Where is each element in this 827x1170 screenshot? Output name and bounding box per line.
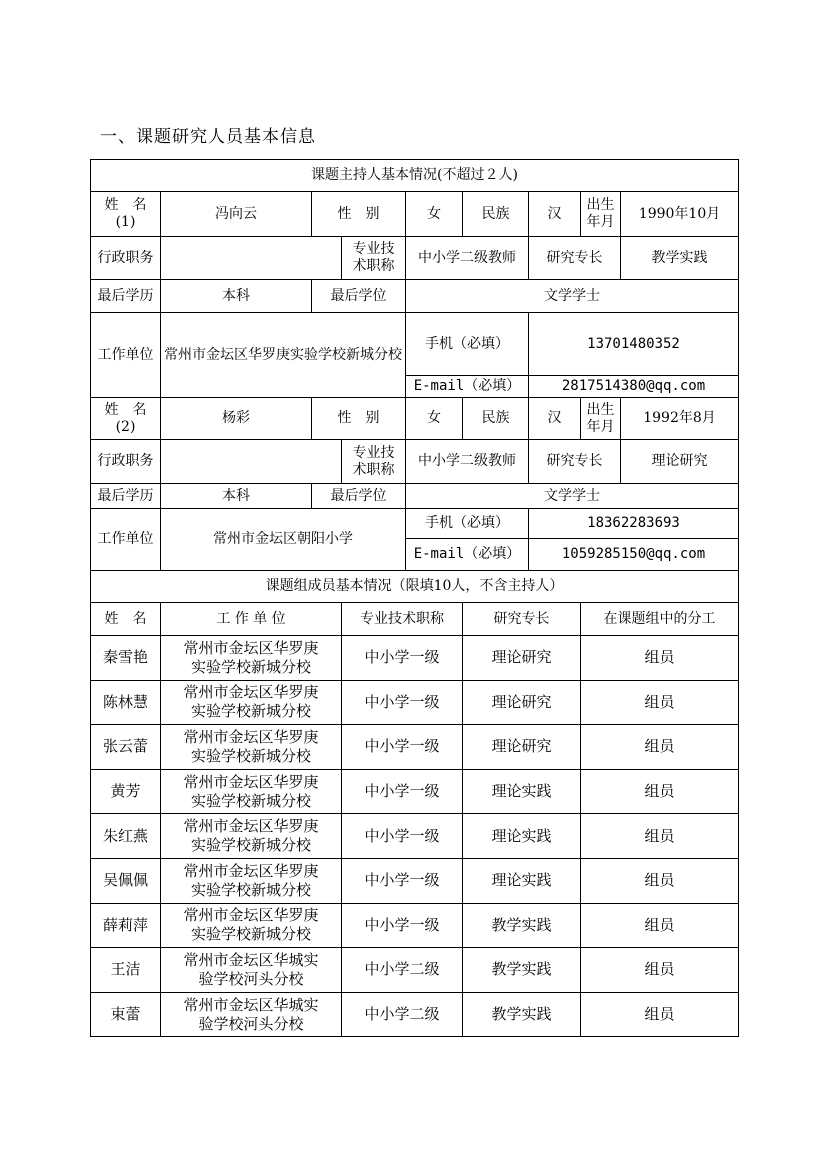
- member-unit: [161, 814, 342, 859]
- member-col-name: 姓 名: [91, 603, 161, 636]
- host-2-admin-post: [161, 440, 342, 484]
- birth-label: [581, 192, 621, 237]
- host-2-workplace: 常州市金坛区朝阳小学: [161, 509, 406, 571]
- title-label-top: 专业技: [352, 444, 395, 461]
- host-2-name-row: [91, 398, 739, 440]
- education-label: 最后学历: [91, 484, 161, 509]
- member-col-specialty: 研究专长: [463, 603, 581, 636]
- member-unit-line: 验学校河头分校: [198, 969, 304, 988]
- name-label: [91, 192, 161, 237]
- host-index: (2): [115, 418, 136, 435]
- member-col-unit: 工 作 单 位: [161, 603, 342, 636]
- member-title: 中小学二级: [342, 992, 463, 1037]
- member-unit-line: 实验学校新城分校: [190, 880, 311, 899]
- member-row: [91, 769, 739, 814]
- host-1-email: 2817514380@qq.com: [529, 376, 739, 398]
- specialty-label: 研究专长: [529, 440, 621, 484]
- host-2-email: 1059285150@qq.com: [529, 539, 739, 571]
- member-specialty: 理论研究: [463, 680, 581, 725]
- title-label-top: 专业技: [352, 241, 395, 257]
- host-1-title: 中小学二级教师: [406, 237, 529, 280]
- degree-label: 最后学位: [312, 280, 406, 313]
- member-unit: [161, 992, 342, 1037]
- host-1-admin-post: [161, 237, 342, 280]
- host-2-specialty: 理论研究: [621, 440, 739, 484]
- degree-label: 最后学位: [312, 484, 406, 509]
- member-role: 组员: [581, 725, 739, 770]
- member-row: [91, 903, 739, 948]
- member-title: 中小学一级: [342, 858, 463, 903]
- member-role: 组员: [581, 636, 739, 681]
- member-col-title: 专业技术职称: [342, 603, 463, 636]
- member-role: 组员: [581, 992, 739, 1037]
- member-columns-row: [91, 603, 739, 636]
- admin-post-label: 行政职务: [91, 237, 161, 280]
- host-2-phone-row: [91, 509, 739, 539]
- member-unit-line: 常州市金坛区华城实: [183, 950, 319, 969]
- member-title: 中小学二级: [342, 948, 463, 993]
- host-2-education: 本科: [161, 484, 312, 509]
- member-unit-line: 实验学校新城分校: [190, 791, 311, 810]
- workplace-label: 工作单位: [91, 313, 161, 398]
- birth-label-bottom: 年月: [586, 418, 615, 435]
- member-unit-line: 常州市金坛区华城实: [183, 995, 319, 1014]
- member-role: 组员: [581, 948, 739, 993]
- member-unit: [161, 858, 342, 903]
- member-row: [91, 636, 739, 681]
- host-2-phone: 18362283693: [529, 509, 739, 539]
- member-name: 朱红燕: [91, 814, 161, 859]
- member-role: 组员: [581, 814, 739, 859]
- member-name: 张云蕾: [91, 725, 161, 770]
- host-1-post-row: [91, 237, 739, 280]
- host-2-education-row: [91, 484, 739, 509]
- member-specialty: 教学实践: [463, 903, 581, 948]
- host-section-header: 课题主持人基本情况(不超过２人): [91, 160, 739, 192]
- researcher-info-table: [90, 159, 739, 1037]
- host-1-education-row: [91, 280, 739, 313]
- phone-label: 手机（必填）: [406, 509, 529, 539]
- member-row: [91, 814, 739, 859]
- host-2-ethnicity: 汉: [529, 398, 581, 440]
- member-rows: [91, 636, 739, 1037]
- host-1-name: 冯向云: [161, 192, 312, 237]
- member-role: 组员: [581, 858, 739, 903]
- member-unit: [161, 769, 342, 814]
- host-2-gender: 女: [406, 398, 463, 440]
- host-1-specialty: 教学实践: [621, 237, 739, 280]
- host-1-phone: 13701480352: [529, 313, 739, 376]
- member-row: [91, 992, 739, 1037]
- member-row: [91, 680, 739, 725]
- email-label: E-mail（必填）: [406, 376, 529, 398]
- member-unit-line: 实验学校新城分校: [190, 836, 311, 855]
- member-role: 组员: [581, 903, 739, 948]
- member-row: [91, 725, 739, 770]
- name-label-text: 姓 名: [104, 401, 147, 418]
- birth-label: [581, 398, 621, 440]
- member-unit: [161, 948, 342, 993]
- member-title: 中小学一级: [342, 680, 463, 725]
- member-unit-line: 常州市金坛区华罗庚: [183, 683, 319, 702]
- member-unit-line: 实验学校新城分校: [190, 657, 311, 676]
- host-1-name-row: [91, 192, 739, 237]
- member-row: [91, 948, 739, 993]
- email-label: E-mail（必填）: [406, 539, 529, 571]
- host-1-gender: 女: [406, 192, 463, 237]
- members-header-row: [91, 571, 739, 603]
- member-specialty: 理论研究: [463, 725, 581, 770]
- member-name: 秦雪艳: [91, 636, 161, 681]
- member-name: 薛莉萍: [91, 903, 161, 948]
- title-label-bottom: 术职称: [352, 258, 395, 274]
- member-unit-line: 实验学校新城分校: [190, 925, 311, 944]
- member-unit-line: 常州市金坛区华罗庚: [183, 817, 319, 836]
- member-title: 中小学一级: [342, 769, 463, 814]
- name-label: [91, 398, 161, 440]
- member-unit-line: 常州市金坛区华罗庚: [183, 638, 319, 657]
- member-name: 王洁: [91, 948, 161, 993]
- host-2-name: 杨彩: [161, 398, 312, 440]
- gender-label: 性 别: [312, 398, 406, 440]
- member-col-role: 在课题组中的分工: [581, 603, 739, 636]
- member-unit: [161, 680, 342, 725]
- member-specialty: 教学实践: [463, 948, 581, 993]
- admin-post-label: 行政职务: [91, 440, 161, 484]
- host-1-birth: 1990年10月: [621, 192, 739, 237]
- member-specialty: 教学实践: [463, 992, 581, 1037]
- member-role: 组员: [581, 769, 739, 814]
- member-specialty: 理论实践: [463, 814, 581, 859]
- member-name: 黄芳: [91, 769, 161, 814]
- phone-label: 手机（必填）: [406, 313, 529, 376]
- member-unit: [161, 725, 342, 770]
- member-title: 中小学一级: [342, 903, 463, 948]
- member-name: 束蕾: [91, 992, 161, 1037]
- member-unit-line: 常州市金坛区华罗庚: [183, 906, 319, 925]
- host-index: (1): [115, 214, 136, 230]
- member-role: 组员: [581, 680, 739, 725]
- member-title: 中小学一级: [342, 636, 463, 681]
- member-specialty: 理论研究: [463, 636, 581, 681]
- member-specialty: 理论实践: [463, 769, 581, 814]
- birth-label-top: 出生: [586, 401, 615, 418]
- host-2-title: 中小学二级教师: [406, 440, 529, 484]
- member-unit-line: 实验学校新城分校: [190, 702, 311, 721]
- workplace-label: 工作单位: [91, 509, 161, 571]
- host-2-degree: 文学学士: [406, 484, 739, 509]
- host-1-workplace: 常州市金坛区华罗庚实验学校新城分校: [161, 313, 406, 398]
- ethnicity-label: 民族: [463, 192, 529, 237]
- host-1-phone-row: [91, 313, 739, 376]
- gender-label: 性 别: [312, 192, 406, 237]
- name-label-text: 姓 名: [104, 197, 147, 213]
- member-unit-line: 常州市金坛区华罗庚: [183, 727, 319, 746]
- members-section-header: 课题组成员基本情况（限填10人，不含主持人）: [91, 571, 739, 603]
- specialty-label: 研究专长: [529, 237, 621, 280]
- title-label-bottom: 术职称: [352, 461, 395, 478]
- member-unit: [161, 903, 342, 948]
- ethnicity-label: 民族: [463, 398, 529, 440]
- host-header-row: [91, 160, 739, 192]
- host-1-degree: 文学学士: [406, 280, 739, 313]
- member-unit: [161, 636, 342, 681]
- section-title: 一、课题研究人员基本信息: [100, 127, 316, 147]
- birth-label-bottom: 年月: [586, 214, 615, 230]
- member-specialty: 理论实践: [463, 858, 581, 903]
- member-unit-line: 验学校河头分校: [198, 1014, 304, 1033]
- member-name: 吴佩佩: [91, 858, 161, 903]
- member-row: [91, 858, 739, 903]
- member-unit-line: 常州市金坛区华罗庚: [183, 861, 319, 880]
- birth-label-top: 出生: [586, 197, 615, 213]
- title-label: [342, 440, 406, 484]
- education-label: 最后学历: [91, 280, 161, 313]
- host-2-post-row: [91, 440, 739, 484]
- host-2-birth: 1992年8月: [621, 398, 739, 440]
- host-1-education: 本科: [161, 280, 312, 313]
- member-title: 中小学一级: [342, 725, 463, 770]
- title-label: [342, 237, 406, 280]
- member-name: 陈林慧: [91, 680, 161, 725]
- member-unit-line: 常州市金坛区华罗庚: [183, 772, 319, 791]
- member-unit-line: 实验学校新城分校: [190, 746, 311, 765]
- member-title: 中小学一级: [342, 814, 463, 859]
- host-1-ethnicity: 汉: [529, 192, 581, 237]
